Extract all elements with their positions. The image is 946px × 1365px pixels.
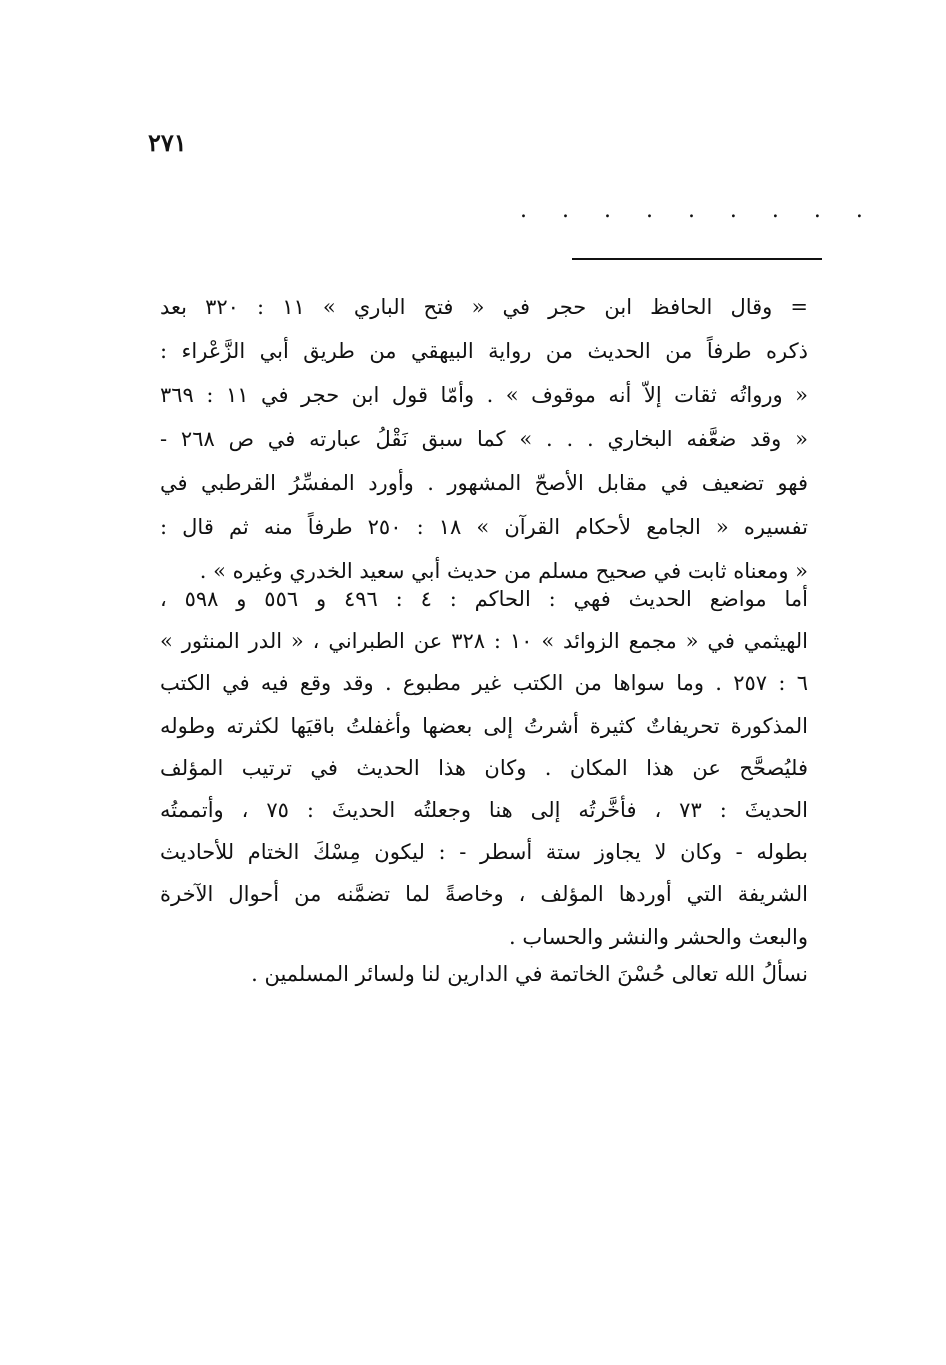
footnote-separator-rule: [572, 258, 822, 260]
main-line: الحديثَ : ٧٣ ، فأخَّرتُه إلى هنا وجعلتُه الحديثَ : ٧٥ ، وأتممتُه: [160, 797, 808, 822]
footnote-line: = وقال الحافظ ابن حجر في « فتح الباري » ١١ : ٣٢٠ بعد: [160, 295, 808, 319]
main-line: والبعث والحشر والنشر والحساب .: [509, 924, 808, 949]
ellipsis-dots: . . . . . . . . .: [520, 198, 877, 223]
footnote-line: « وقد ضعَّفه البخاري . . . » كما سبق نَقْلُ عبارته في ص ٢٦٨ -: [160, 427, 808, 451]
main-line: المذكورة تحريفاتٌ كثيرة أشرتُ إلى بعضها وأغفلتُ باقيَها لكثرته وطوله: [160, 713, 808, 738]
footnote-line: فهو تضعيف في مقابل الأصحّ المشهور . وأورد المفسِّرُ القرطبي في: [160, 471, 808, 495]
main-line: بطوله - وكان لا يجاوز ستة أسطر - : ليكون مِسْكَ الختام للأحاديث: [160, 840, 808, 865]
closing-line: نسألُ الله تعالى حُسْنَ الخاتمة في الدارين لنا ولسائر المسلمين .: [251, 962, 808, 986]
footnote-paragraph: [160, 285, 808, 593]
page-number: ٢٧١: [148, 128, 187, 157]
footnote-line: ذكره طرفاً من الحديث من رواية البيهقي من طريق أبي الزَّعْراء :: [160, 339, 808, 363]
main-paragraph: [160, 578, 808, 958]
closing-prayer: [160, 952, 808, 996]
main-line: الهيثمي في « مجمع الزوائد » ١٠ : ٣٢٨ عن الطبراني ، « الدر المنثور »: [160, 629, 808, 654]
footnote-line: تفسيره « الجامع لأحكام القرآن » ١٨ : ٢٥٠ طرفاً منه ثم قال :: [160, 515, 808, 539]
main-line: الشريفة التي أوردها المؤلف ، وخاصةً لما تضمَّنه من أحوال الآخرة: [160, 882, 808, 907]
main-line: أما مواضع الحديث فهي : الحاكم : ٤ : ٤٩٦ و ٥٥٦ و ٥٩٨ ،: [160, 587, 808, 611]
main-line: ٦ : ٢٥٧ . وما سواها من الكتب غير مطبوع . وقد وقع فيه في الكتب: [160, 671, 809, 696]
main-line: فليُصحَّح عن هذا المكان . وكان هذا الحديث في ترتيب المؤلف: [160, 755, 808, 780]
footnote-line: « ومعناه ثابت في صحيح مسلم من حديث أبي سعيد الخدري وغيره » .: [199, 559, 808, 583]
footnote-line: « ورواتُه ثقات إلاّ أنه موقوف » . وأمّا قول ابن حجر في ١١ : ٣٦٩: [160, 383, 809, 407]
